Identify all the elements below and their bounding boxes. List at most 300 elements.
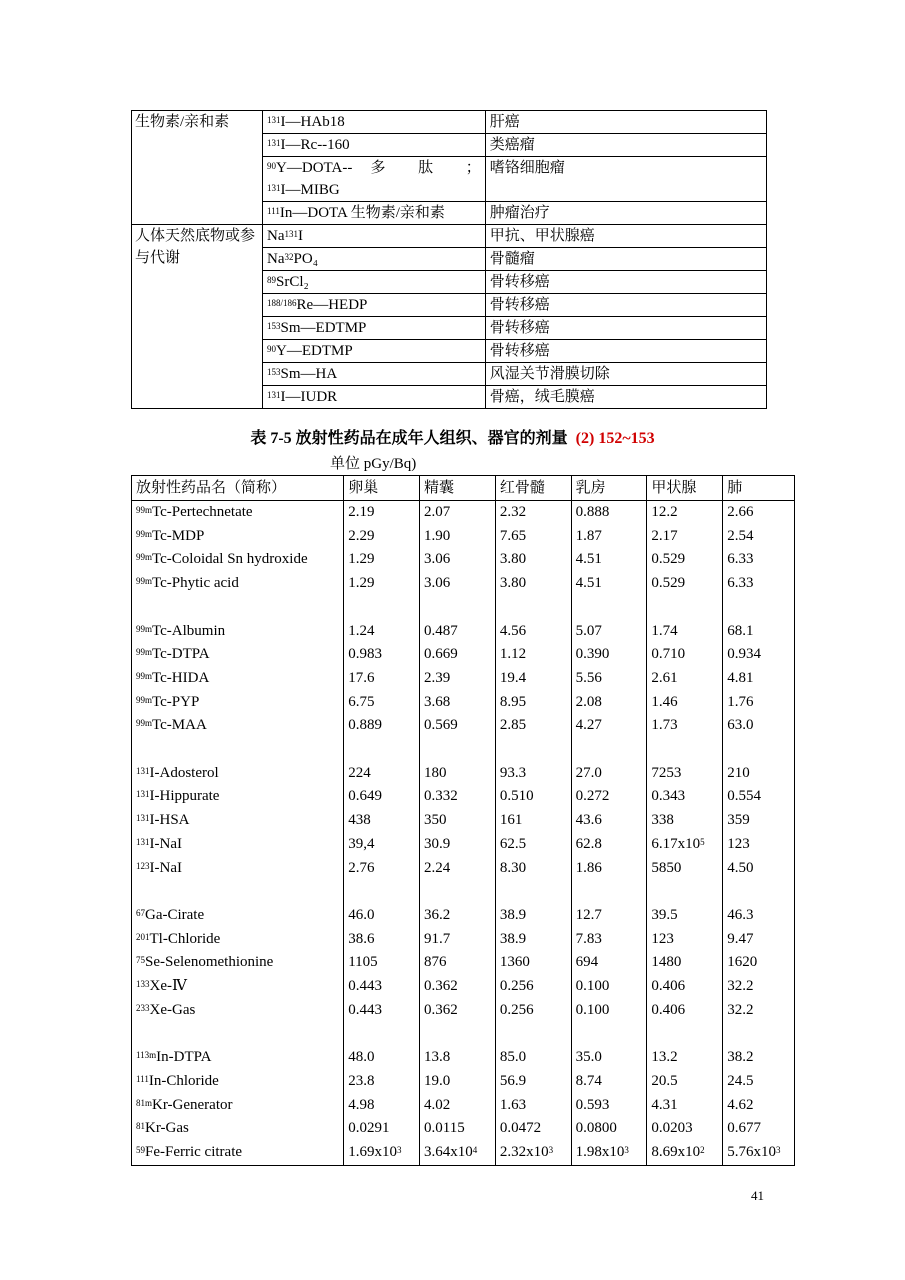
dose-value-cell: 338 [647, 809, 723, 833]
dose-value-cell: 85.0 [495, 1046, 571, 1070]
drug-name-cell [132, 762, 344, 786]
table-row [132, 1094, 795, 1118]
drug-name-cell [132, 951, 344, 975]
drug-name-cell [132, 999, 344, 1023]
agent-text: PO₄ [293, 251, 318, 267]
drug-name: Tc-Albumin [152, 622, 226, 639]
dose-value-cell: 0.529 [647, 572, 723, 596]
dose-value-cell: 0.390 [571, 643, 647, 667]
dose-value-cell: 23.8 [344, 1070, 420, 1094]
dose-value-cell: 19.0 [420, 1070, 496, 1094]
indication-cell: 骨转移癌 [485, 340, 766, 363]
dose-value-cell: 3.68 [420, 691, 496, 715]
drug-name-cell [132, 857, 344, 881]
drug-name: Tc-DTPA [152, 646, 210, 663]
drug-name: Se-Selenomethionine [145, 954, 274, 971]
dose-value-cell: 210 [723, 762, 795, 786]
agent-name [267, 225, 481, 247]
isotope-superscript: 131 [267, 138, 281, 148]
agent-text: Y—DOTA-- 多 肽 ； [276, 160, 481, 176]
drug-name: Ga-Cirate [145, 906, 205, 923]
table-row [132, 904, 795, 928]
dose-value-cell: 694 [571, 951, 647, 975]
dose-value-cell: 0.677 [723, 1117, 795, 1141]
dose-value-cell: 1.29 [344, 572, 420, 596]
empty-cell [647, 880, 723, 904]
agent-name [267, 157, 481, 179]
isotope-superscript: 131 [136, 813, 150, 824]
dose-value-cell: 91.7 [420, 928, 496, 952]
dose-value-cell: 0.343 [647, 785, 723, 809]
agent-cell [263, 134, 486, 157]
drug-name-cell [132, 667, 344, 691]
agent-name [267, 317, 481, 339]
indication-cell: 骨癌，绒毛膜癌 [485, 386, 766, 409]
dose-value-cell: 0.362 [420, 999, 496, 1023]
drug-name-cell [132, 548, 344, 572]
dose-value-cell: 38.2 [723, 1046, 795, 1070]
agent-prefix: Na [267, 251, 285, 267]
table-row [132, 1141, 795, 1165]
isotope-superscript: 131 [267, 115, 281, 125]
dose-value-cell: 2.29 [344, 525, 420, 549]
drug-name: Tl-Chloride [149, 930, 221, 947]
empty-cell [723, 1022, 795, 1046]
agent-cell [263, 386, 486, 409]
dose-value-cell: 0.983 [344, 643, 420, 667]
dose-value-cell: 62.8 [571, 833, 647, 857]
table-row [132, 1117, 795, 1141]
isotope-superscript: 111 [136, 1073, 149, 1084]
table-row [132, 620, 795, 644]
agent-text: Re—HEDP [296, 297, 368, 313]
isotope-superscript: 90 [267, 161, 277, 171]
drug-name-cell [132, 904, 344, 928]
dose-value-cell: 2.24 [420, 857, 496, 881]
dose-value-cell: 32.2 [723, 999, 795, 1023]
dose-value-cell: 1.74 [647, 620, 723, 644]
drug-name-cell [132, 1094, 344, 1118]
dose-value-cell: 68.1 [723, 620, 795, 644]
empty-cell [344, 738, 420, 762]
dose-value-cell: 0.889 [344, 714, 420, 738]
dose-value-cell: 0.406 [647, 975, 723, 999]
dose-value-cell: 4.31 [647, 1094, 723, 1118]
drug-name-cell [132, 691, 344, 715]
table-row [132, 572, 795, 596]
dose-value-cell: 4.50 [723, 857, 795, 881]
empty-cell [495, 596, 571, 620]
dose-value-cell: 876 [420, 951, 496, 975]
page-number: 41 [751, 1188, 764, 1203]
dose-value-cell: 56.9 [495, 1070, 571, 1094]
column-header: 肺 [723, 476, 795, 501]
dose-value-cell: 359 [723, 809, 795, 833]
isotope-superscript: 153 [267, 321, 281, 331]
dose-value-cell: 30.9 [420, 833, 496, 857]
dose-table [131, 475, 795, 1166]
dose-value-cell: 43.6 [571, 809, 647, 833]
dose-value-cell: 0.0291 [344, 1117, 420, 1141]
agent-name [267, 363, 481, 385]
agent-name [267, 386, 481, 408]
dose-value-cell: 7.65 [495, 525, 571, 549]
isotope-superscript: 123 [136, 860, 150, 871]
dose-value-cell: 39.5 [647, 904, 723, 928]
dose-value-cell: 36.2 [420, 904, 496, 928]
dose-value-cell: 1.63 [495, 1094, 571, 1118]
dose-value-cell: 0.0472 [495, 1117, 571, 1141]
indication-cell: 骨转移癌 [485, 271, 766, 294]
agent-name [267, 248, 481, 270]
dose-value-cell: 1.73 [647, 714, 723, 738]
unit-label: 单位 pGy/Bq) [330, 456, 417, 472]
value-mantissa: 3.64x10 [424, 1143, 473, 1160]
indication-cell: 类癌瘤 [485, 134, 766, 157]
dose-value-cell: 1480 [647, 951, 723, 975]
agent-text: SrCl₂ [276, 274, 309, 290]
dose-value-cell: 13.2 [647, 1046, 723, 1070]
empty-cell [571, 596, 647, 620]
dose-value-cell: 0.554 [723, 785, 795, 809]
dose-value-cell: 0.362 [420, 975, 496, 999]
spacer-row [132, 596, 795, 620]
dose-value-cell: 0.934 [723, 643, 795, 667]
isotope-superscript: 188/186 [267, 298, 297, 308]
dose-value-cell: 1.86 [571, 857, 647, 881]
dose-value-cell: 0.332 [420, 785, 496, 809]
isotope-superscript: 99m [136, 718, 153, 729]
agent-name [267, 179, 481, 201]
drug-name: I-HSA [149, 812, 190, 829]
indication-cell: 肝癌 [485, 111, 766, 134]
drug-name-cell [132, 501, 344, 525]
empty-cell [420, 738, 496, 762]
empty-cell [723, 880, 795, 904]
dose-value-cell: 0.443 [344, 999, 420, 1023]
dose-value-cell: 0.100 [571, 975, 647, 999]
drug-name: In-Chloride [148, 1072, 219, 1089]
agent-name [267, 111, 481, 133]
table-row [132, 111, 767, 134]
drug-name-cell [132, 643, 344, 667]
dose-value-cell: 2.85 [495, 714, 571, 738]
drug-name: Xe-Gas [149, 1001, 196, 1018]
dose-value-cell: 8.30 [495, 857, 571, 881]
empty-cell [723, 738, 795, 762]
empty-cell [495, 1022, 571, 1046]
value-exponent: 4 [472, 1144, 478, 1155]
dose-value-cell: 123 [647, 928, 723, 952]
agent-name [267, 340, 481, 362]
empty-cell [132, 1022, 344, 1046]
value-exponent: 3 [396, 1144, 402, 1155]
dose-value-cell: 0.0115 [420, 1117, 496, 1141]
dose-value-cell: 3.80 [495, 572, 571, 596]
dose-value-cell: 161 [495, 809, 571, 833]
dose-value-cell: 0.593 [571, 1094, 647, 1118]
empty-cell [420, 596, 496, 620]
empty-cell [495, 880, 571, 904]
dose-value-cell: 5850 [647, 857, 723, 881]
dose-value-cell: 13.8 [420, 1046, 496, 1070]
drug-name: Tc-HIDA [152, 669, 210, 686]
dose-value-cell: 1360 [495, 951, 571, 975]
dose-value-cell: 0.487 [420, 620, 496, 644]
table-row [132, 691, 795, 715]
table-row [132, 1070, 795, 1094]
table-row [132, 833, 795, 857]
table-row [132, 667, 795, 691]
isotope-superscript: 89 [267, 275, 277, 285]
value-mantissa: 2.32x10 [499, 1143, 549, 1160]
dose-value-cell: 2.17 [647, 525, 723, 549]
column-header: 乳房 [571, 476, 647, 501]
isotope-superscript: 111 [267, 206, 280, 216]
indication-cell: 骨髓瘤 [485, 248, 766, 271]
dose-value-cell: 0.256 [495, 975, 571, 999]
dose-value-cell: 0.100 [571, 999, 647, 1023]
agent-cell [263, 363, 486, 386]
dose-value-cell: 0.510 [495, 785, 571, 809]
table-row [132, 999, 795, 1023]
dose-value-cell: 48.0 [344, 1046, 420, 1070]
value-exponent: 3 [624, 1144, 629, 1155]
table-caption [0, 428, 905, 450]
dose-value-cell: 2.39 [420, 667, 496, 691]
dose-value-cell: 5.07 [571, 620, 647, 644]
table-row [132, 857, 795, 881]
drug-name: I-NaI [149, 835, 182, 852]
dose-value-cell: 224 [344, 762, 420, 786]
agent-cell [263, 317, 486, 340]
drug-name: Tc-MAA [152, 717, 207, 734]
dose-value-cell: 123 [723, 833, 795, 857]
isotope-superscript: 99m [136, 694, 153, 705]
indication-cell: 嗜铬细胞瘤 [485, 157, 766, 202]
dose-value-cell: 180 [420, 762, 496, 786]
spacer-row [132, 738, 795, 762]
dose-value-cell: 3.06 [420, 548, 496, 572]
isotope-superscript: 131 [136, 789, 150, 800]
dose-value-cell: 12.2 [647, 501, 723, 525]
drug-name-cell [132, 975, 344, 999]
indication-cell: 风湿关节滑膜切除 [485, 363, 766, 386]
dose-value-cell: 63.0 [723, 714, 795, 738]
empty-cell [571, 1022, 647, 1046]
dose-value-cell: 3.06 [420, 572, 496, 596]
isotope-superscript: 99m [136, 670, 153, 681]
dose-value-cell [495, 1141, 571, 1165]
drug-name: Tc-MDP [152, 527, 205, 544]
agent-cell [263, 111, 486, 134]
dose-value-cell: 0.669 [420, 643, 496, 667]
dose-value-cell [571, 1141, 647, 1165]
empty-cell [344, 880, 420, 904]
dose-value-cell: 0.888 [571, 501, 647, 525]
empty-cell [420, 880, 496, 904]
dose-value-cell: 6.33 [723, 572, 795, 596]
agent-cell [263, 294, 486, 317]
empty-cell [723, 596, 795, 620]
isotope-superscript: 131 [267, 183, 281, 193]
drug-name-cell [132, 809, 344, 833]
agent-name [267, 294, 481, 316]
category-cell: 人体天然底物或参与代谢 [132, 225, 263, 409]
drug-name: I-Hippurate [149, 788, 220, 805]
isotope-superscript: 32 [284, 252, 294, 262]
drug-name-cell [132, 833, 344, 857]
dose-value-cell: 4.98 [344, 1094, 420, 1118]
table-row [132, 951, 795, 975]
agent-cell [263, 340, 486, 363]
dose-value-cell: 4.56 [495, 620, 571, 644]
dose-value-cell: 0.443 [344, 975, 420, 999]
drug-name: I-Adosterol [149, 764, 219, 781]
agent-name [267, 134, 481, 156]
agent-cell [263, 248, 486, 271]
isotope-superscript: 59 [136, 1144, 145, 1155]
empty-cell [571, 738, 647, 762]
dose-value-cell [420, 1141, 496, 1165]
dose-value-cell: 0.272 [571, 785, 647, 809]
dose-value-cell: 4.27 [571, 714, 647, 738]
isotope-superscript: 81m [136, 1097, 153, 1108]
dose-value-cell: 0.256 [495, 999, 571, 1023]
agent-cell [263, 157, 486, 202]
table-row [132, 785, 795, 809]
value-mantissa: 1.98x10 [575, 1143, 625, 1160]
isotope-superscript: 153 [267, 367, 281, 377]
dose-value-cell [647, 833, 723, 857]
dose-value-cell: 38.9 [495, 904, 571, 928]
dose-value-cell: 39,4 [344, 833, 420, 857]
dose-value-cell: 19.4 [495, 667, 571, 691]
dose-value-cell [344, 1141, 420, 1165]
dose-value-cell: 1.90 [420, 525, 496, 549]
drug-name: Kr-Generator [152, 1096, 233, 1113]
dose-value-cell: 38.9 [495, 928, 571, 952]
isotope-superscript: 81 [136, 1121, 145, 1132]
isotope-superscript: 131 [136, 765, 150, 776]
dose-value-cell: 4.51 [571, 572, 647, 596]
agent-text: In—DOTA 生物素/亲和素 [279, 205, 445, 221]
isotope-superscript: 99m [136, 623, 153, 634]
dose-value-cell: 7.83 [571, 928, 647, 952]
drug-name-cell [132, 525, 344, 549]
drug-name-cell [132, 620, 344, 644]
drug-name-cell [132, 1141, 344, 1165]
value-mantissa: 1.69x10 [348, 1143, 397, 1160]
isotope-superscript: 99m [136, 552, 153, 563]
dose-value-cell: 0.569 [420, 714, 496, 738]
dose-value-cell: 0.0800 [571, 1117, 647, 1141]
dose-value-cell: 2.08 [571, 691, 647, 715]
dose-value-cell: 46.3 [723, 904, 795, 928]
isotope-superscript: 131 [136, 836, 150, 847]
table-row [132, 928, 795, 952]
value-mantissa: 6.17x10 [651, 835, 701, 852]
dose-value-cell: 9.47 [723, 928, 795, 952]
dose-value-cell: 2.66 [723, 501, 795, 525]
empty-cell [132, 738, 344, 762]
dose-value-cell: 438 [344, 809, 420, 833]
indication-cell: 甲抗、甲状腺癌 [485, 225, 766, 248]
drug-name: Tc-Phytic acid [152, 575, 239, 592]
dose-value-cell: 7253 [647, 762, 723, 786]
column-header: 精囊 [420, 476, 496, 501]
dose-value-cell: 3.80 [495, 548, 571, 572]
drug-name-cell [132, 714, 344, 738]
isotope-superscript: 90 [267, 344, 277, 354]
isotope-superscript: 99m [136, 647, 153, 658]
column-header: 红骨髓 [495, 476, 571, 501]
dose-value-cell: 0.710 [647, 643, 723, 667]
table-row [132, 643, 795, 667]
indication-cell: 肿瘤治疗 [485, 202, 766, 225]
dose-value-cell: 6.75 [344, 691, 420, 715]
dose-value-cell: 1620 [723, 951, 795, 975]
value-mantissa: 8.69x10 [651, 1143, 701, 1160]
drug-name: Xe-Ⅳ [149, 978, 187, 995]
dose-value-cell: 2.61 [647, 667, 723, 691]
isotope-superscript: 75 [136, 955, 145, 966]
agent-text: I [298, 228, 304, 244]
dose-value-cell: 4.62 [723, 1094, 795, 1118]
agent-cell [263, 225, 486, 248]
value-exponent: 2 [700, 1144, 705, 1155]
column-header: 放射性药品名（简称） [132, 476, 344, 501]
column-header: 甲状腺 [647, 476, 723, 501]
indication-cell: 骨转移癌 [485, 317, 766, 340]
column-header: 卵巢 [344, 476, 420, 501]
agent-text: I—MIBG [280, 182, 340, 198]
isotope-superscript: 131 [284, 229, 299, 239]
radiopharmaceutical-use-table [131, 110, 767, 409]
table-row [132, 525, 795, 549]
empty-cell [495, 738, 571, 762]
drug-name: Tc-Coloidal Sn hydroxide [152, 551, 308, 568]
dose-value-cell [647, 1141, 723, 1165]
dose-value-cell: 38.6 [344, 928, 420, 952]
agent-text: Sm—HA [280, 366, 338, 382]
dose-value-cell: 0.649 [344, 785, 420, 809]
drug-name-cell [132, 1117, 344, 1141]
isotope-superscript: 99m [136, 528, 153, 539]
dose-value-cell: 2.54 [723, 525, 795, 549]
empty-cell [647, 596, 723, 620]
isotope-superscript: 113m [136, 1050, 157, 1061]
value-exponent: 3 [548, 1144, 554, 1155]
dose-value-cell: 2.19 [344, 501, 420, 525]
isotope-superscript: 67 [136, 907, 145, 918]
agent-name [267, 202, 481, 224]
agent-text: Sm—EDTMP [280, 320, 367, 336]
table-row [132, 225, 767, 248]
drug-name-cell [132, 928, 344, 952]
dose-value-cell: 8.95 [495, 691, 571, 715]
dose-value-cell: 1.76 [723, 691, 795, 715]
agent-prefix: Na [267, 228, 285, 244]
caption-title: 表 7-5 放射性药品在成年人组织、器官的剂量 [250, 430, 568, 447]
isotope-superscript: 133 [136, 979, 150, 990]
drug-name: In-DTPA [156, 1049, 212, 1066]
table-row [132, 714, 795, 738]
category-cell: 生物素/亲和素 [132, 111, 263, 225]
dose-value-cell: 2.07 [420, 501, 496, 525]
spacer-row [132, 1022, 795, 1046]
drug-name: Fe-Ferric citrate [145, 1143, 243, 1160]
